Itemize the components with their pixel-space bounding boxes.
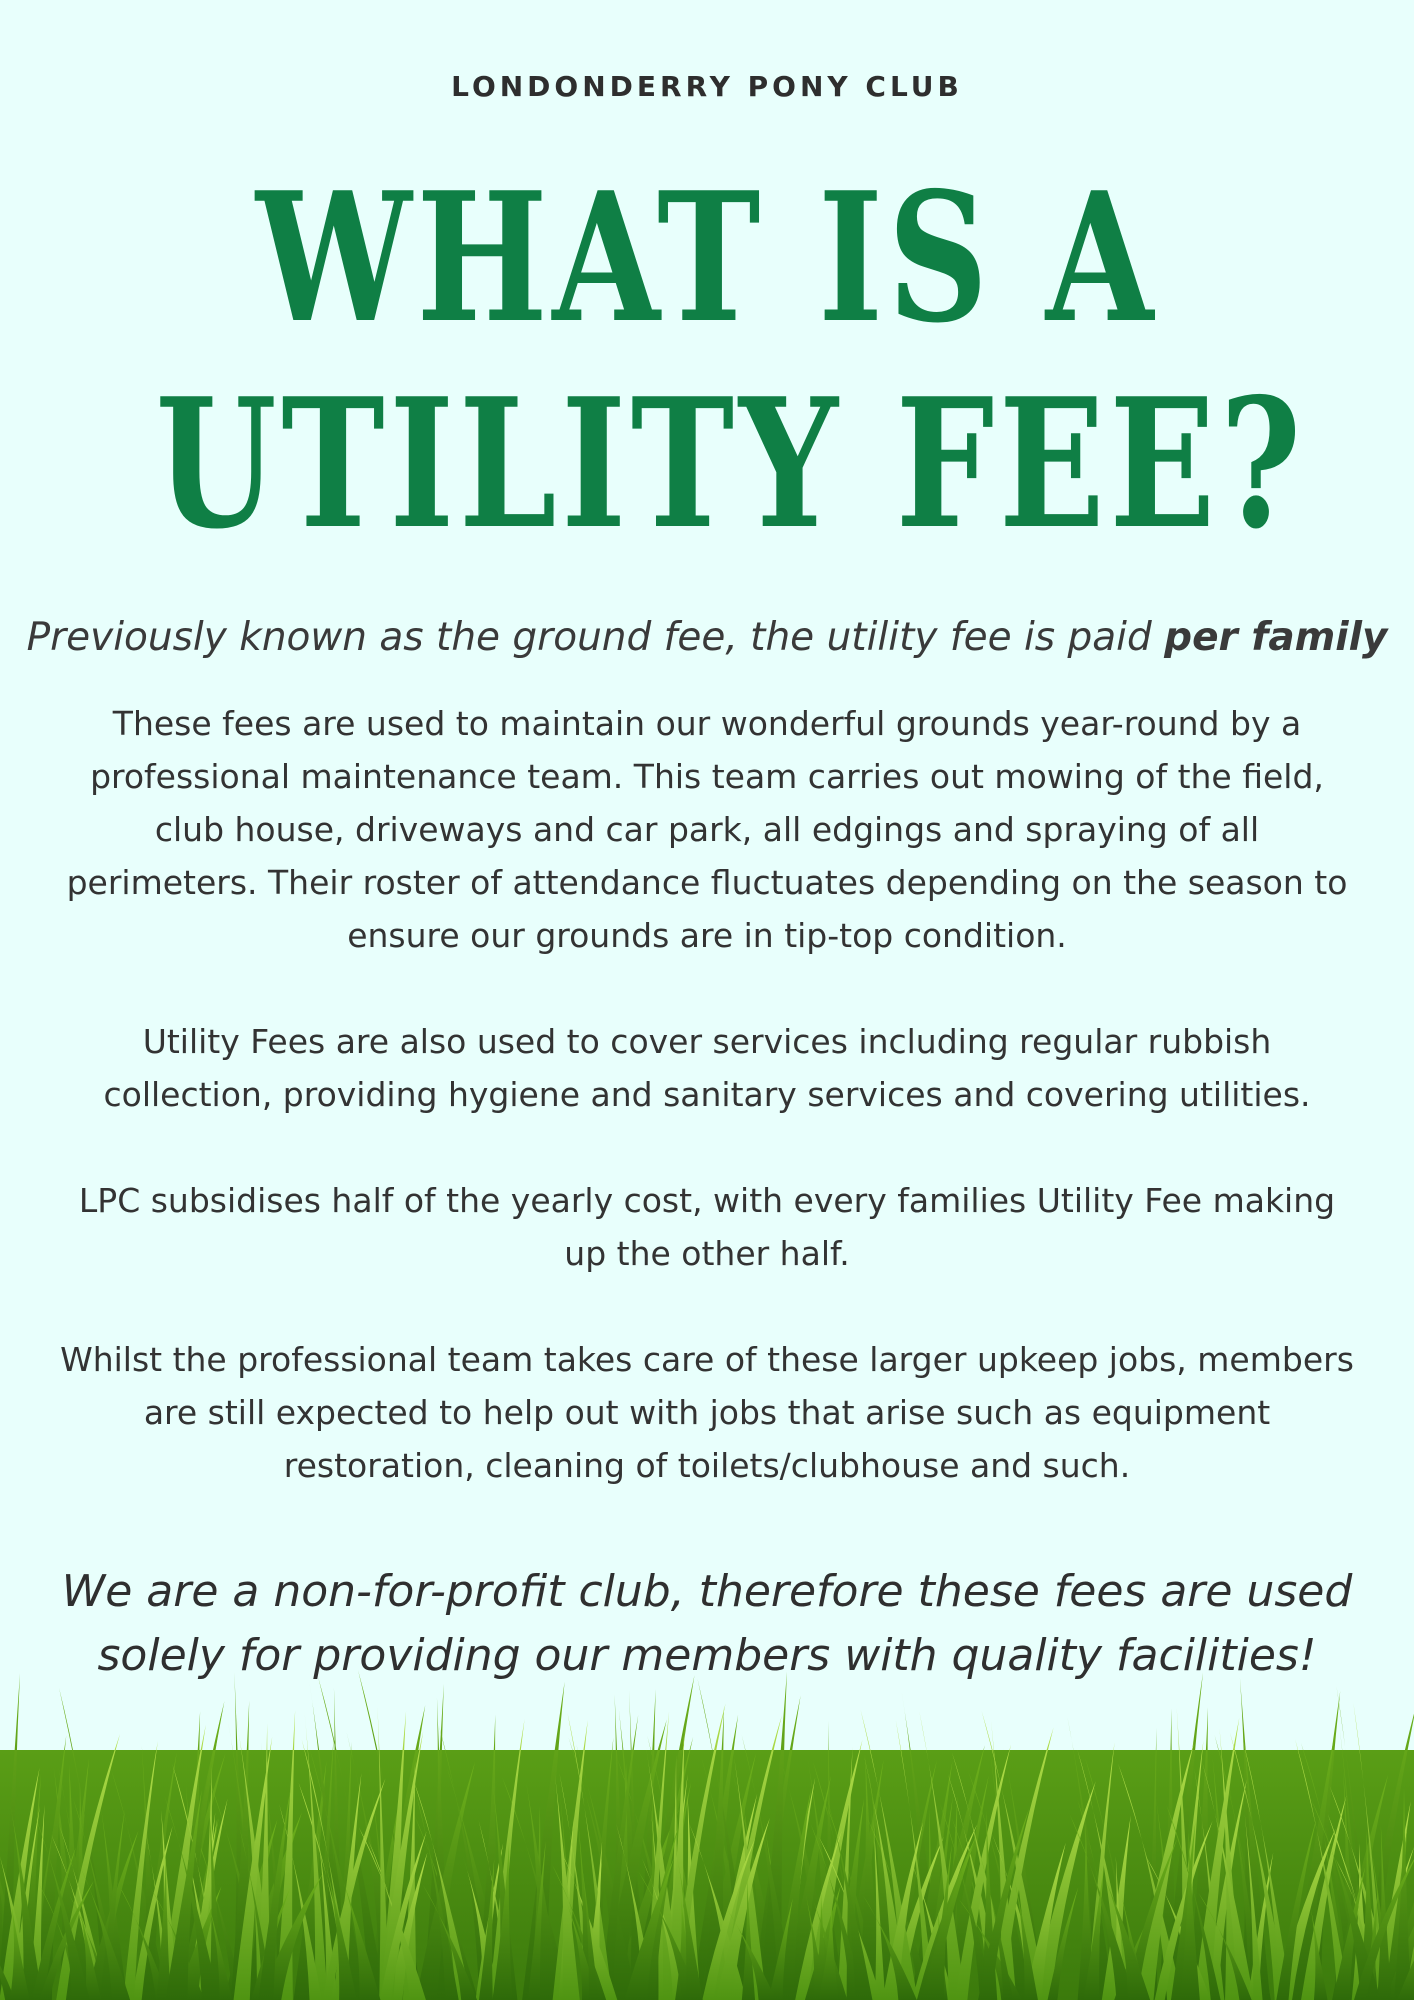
organization-name: LONDONDERRY PONY CLUB (451, 70, 963, 103)
closing-statement: We are a non-for-profit club, therefore these fees are used solely for providing our members with quality facilities! (61, 1566, 1353, 1681)
body-text (60, 697, 1354, 1545)
paragraph-services: Utility Fees are also used to cover services including regular rubbish collection, providing hygiene and sanitary services and covering utilities. (103, 1022, 1311, 1114)
title-line-2: UTILITY FEE? (155, 359, 1306, 568)
paragraph-maintenance: These fees are used to maintain our wonderful grounds year-round by a professional maintenance team. This team carries out mowing of the field, club house, driveways and car park, all edgings and spraying of all perimeters. Their roster of attendance fluctuates depending on the season to ensure our grounds are in tip-top condition. (66, 704, 1348, 955)
paragraph-member-duties: Whilst the professional team takes care of these larger upkeep jobs, members are still expected to help out with jobs that arise such as equipment restoration, cleaning of toilets/clubhouse and such. (60, 1340, 1354, 1485)
title-line-1: WHAT IS A (255, 153, 1159, 362)
paragraph-subsidy: LPC subsidises half of the yearly cost, with every families Utility Fee making up the other half. (78, 1181, 1336, 1273)
subtitle-emphasis: per family (1164, 615, 1388, 660)
subtitle-text: Previously known as the ground fee, the utility fee is paid (26, 615, 1165, 660)
subtitle (0, 615, 1414, 660)
page-title (155, 153, 1306, 568)
